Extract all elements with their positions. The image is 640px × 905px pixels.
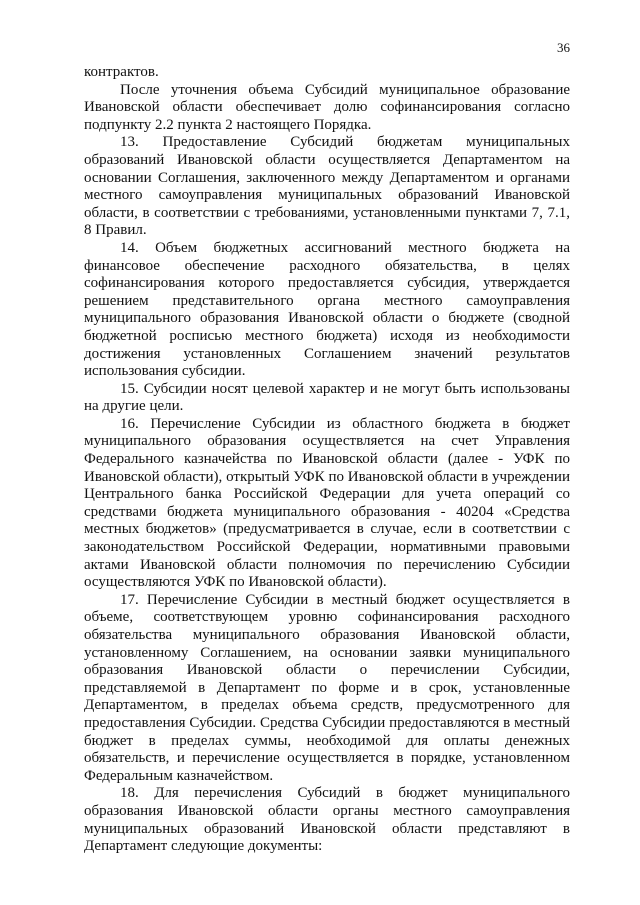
page-number: 36 — [557, 40, 570, 55]
paragraph-subsidy-volume: После уточнения объема Субсидий муниципальное образование Ивановской области обеспечивает долю софинансирования согласно подпункту 2.2 пункта 2 настоящего Порядка. — [84, 81, 570, 133]
paragraph-17: 17. Перечисление Субсидии в местный бюджет осуществляется в объеме, соответствующем уровню софинансирования расходного обязательства муниципального образования Ивановской области, установленному Соглашением, на основании заявки муниципального образования Ивановской области о перечислении Субсидии, представляемой в Департамент по форме и в срок, установленные Департаментом, в пределах объема средств, предусмотренного для предоставления Субсидии. Средства Субсидии предоставляются в местный бюджет в пределах суммы, необходимой для оплаты денежных обязательств, и перечисление осуществляется в порядке, установленном Федеральным казначейством. — [84, 591, 570, 784]
paragraph-14: 14. Объем бюджетных ассигнований местного бюджета на финансовое обеспечение расходного обязательства, в целях софинансирования которого предоставляется субсидия, утверждается решением представительного органа местного самоуправления муниципального образования Ивановской области о бюджете (сводной бюджетной росписью местного бюджета) исходя из необходимости достижения установленных Соглашением значений результатов использования субсидии. — [84, 239, 570, 380]
paragraph-13: 13. Предоставление Субсидий бюджетам муниципальных образований Ивановской области осуществляется Департаментом на основании Соглашения, заключенного между Департаментом и органами местного самоуправления муниципальных образований Ивановской области, в соответствии с требованиями, установленными пунктами 7, 7.1, 8 Правил. — [84, 134, 570, 239]
paragraph-18: 18. Для перечисления Субсидий в бюджет муниципального образования Ивановской области органы местного самоуправления муниципальных образований Ивановской области представляют в Департамент следующие документы: — [84, 785, 570, 855]
paragraph-continuation: контрактов. — [84, 64, 159, 80]
paragraph-16: 16. Перечисление Субсидии из областного бюджета в бюджет муниципального образования осуществляется на счет Управления Федерального казначейства по Ивановской области (далее - УФК по Ивановской области), открытый УФК по Ивановской области в учреждении Центрального банка Российской Федерации для учета операций со средствами бюджета муниципального образования - 40204 «Средства местных бюджетов» (предусматривается в случае, если в соответствии с законодательством Российской Федерации, нормативными правовыми актами Ивановской области полномочия по перечислению Субсидии осуществляются УФК по Ивановской области). — [84, 415, 570, 591]
document-body — [84, 64, 570, 856]
paragraph-15: 15. Субсидии носят целевой характер и не могут быть использованы на другие цели. — [84, 380, 570, 415]
